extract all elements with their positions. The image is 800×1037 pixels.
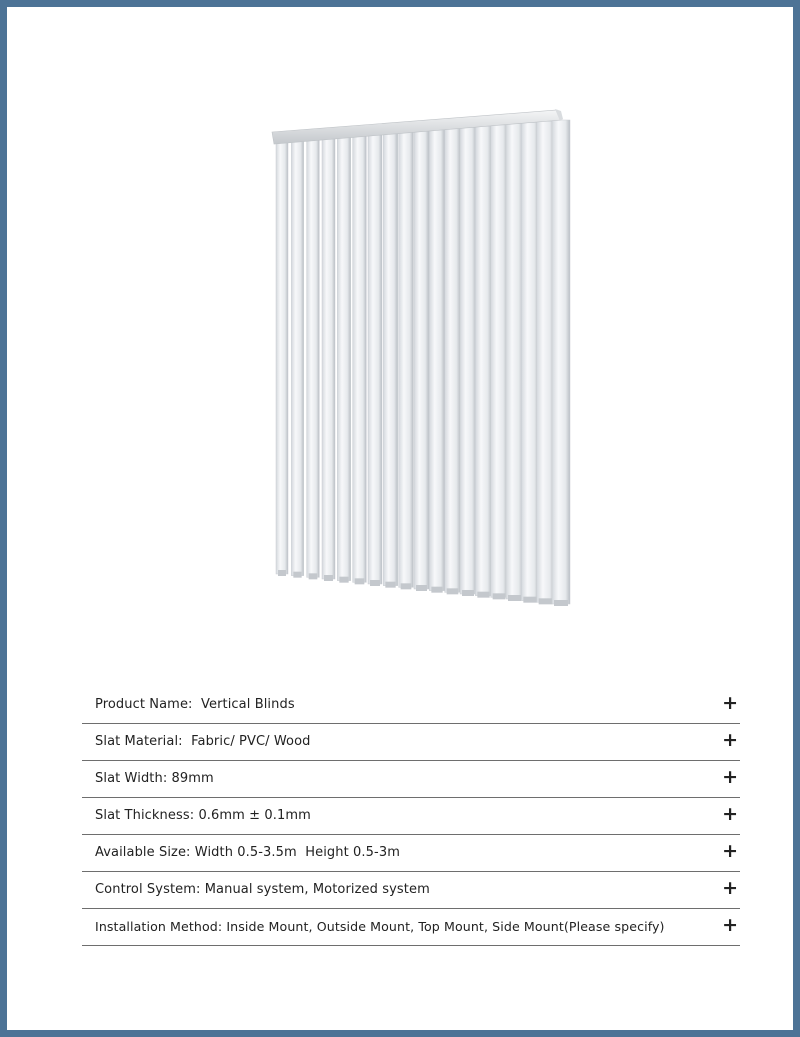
blind-slat <box>552 120 570 604</box>
spec-text: Slat Thickness: 0.6mm ± 0.1mm <box>95 808 311 823</box>
blind-slat <box>337 137 350 581</box>
plus-icon[interactable]: + <box>722 803 738 825</box>
blind-slat <box>445 129 461 593</box>
slat-weight <box>431 587 442 593</box>
slat-weight <box>355 578 365 584</box>
plus-icon[interactable]: + <box>722 729 738 751</box>
blind-slat <box>276 142 288 574</box>
blind-slat <box>429 130 444 591</box>
plus-icon[interactable]: + <box>722 766 738 788</box>
spec-row-available-size[interactable] <box>82 835 740 872</box>
blind-slat <box>383 133 397 585</box>
slat-weight <box>447 588 459 594</box>
slat-weight <box>523 597 536 603</box>
slat-weight <box>462 590 474 596</box>
slat-weight <box>477 592 489 598</box>
plus-icon[interactable]: + <box>722 877 738 899</box>
slat-weight <box>293 572 301 578</box>
blind-slat <box>322 138 335 579</box>
spec-row-installation-method[interactable] <box>82 909 740 946</box>
slat-weight <box>309 573 318 579</box>
slat-weight <box>554 600 568 606</box>
slat-weight <box>539 598 553 604</box>
blind-slat <box>368 135 382 584</box>
blind-slats <box>276 120 570 606</box>
slat-weight <box>339 577 348 583</box>
slat-weight <box>401 583 412 589</box>
blind-slat <box>521 122 538 600</box>
slat-weight <box>385 582 395 588</box>
blind-slat <box>414 131 429 589</box>
spec-text: Product Name: Vertical Blinds <box>95 697 295 712</box>
plus-icon[interactable]: + <box>722 692 738 714</box>
slat-weight <box>416 585 427 591</box>
slat-weight <box>278 570 286 576</box>
spec-row-slat-thickness[interactable] <box>82 798 740 835</box>
blind-slat <box>506 124 523 599</box>
product-specs-list <box>82 687 740 946</box>
spec-text: Slat Material: Fabric/ PVC/ Wood <box>95 734 311 749</box>
slat-weight <box>324 575 333 581</box>
plus-icon[interactable]: + <box>722 840 738 862</box>
blind-slat <box>353 136 367 582</box>
blind-slat <box>460 127 476 594</box>
blind-slat <box>307 140 320 578</box>
blind-slat <box>491 125 508 597</box>
blind-slat <box>291 141 303 576</box>
slat-weight <box>493 593 506 599</box>
spec-row-slat-material[interactable] <box>82 724 740 761</box>
spec-row-control-system[interactable] <box>82 872 740 909</box>
spec-row-slat-width[interactable] <box>82 761 740 798</box>
blind-slat <box>537 121 555 602</box>
spec-text: Slat Width: 89mm <box>95 771 214 786</box>
vertical-blinds-image <box>262 102 572 622</box>
slat-weight <box>370 580 380 586</box>
plus-icon[interactable]: + <box>722 914 738 936</box>
spec-text: Control System: Manual system, Motorized system <box>95 882 430 897</box>
page-frame <box>7 7 793 1030</box>
spec-row-product-name[interactable] <box>82 687 740 724</box>
spec-text: Installation Method: Inside Mount, Outside Mount, Top Mount, Side Mount(Please specify) <box>95 919 665 934</box>
blind-slat <box>399 132 414 587</box>
slat-weight <box>508 595 521 601</box>
spec-text: Available Size: Width 0.5-3.5m Height 0.5-3m <box>95 845 400 860</box>
blind-slat <box>475 126 491 596</box>
